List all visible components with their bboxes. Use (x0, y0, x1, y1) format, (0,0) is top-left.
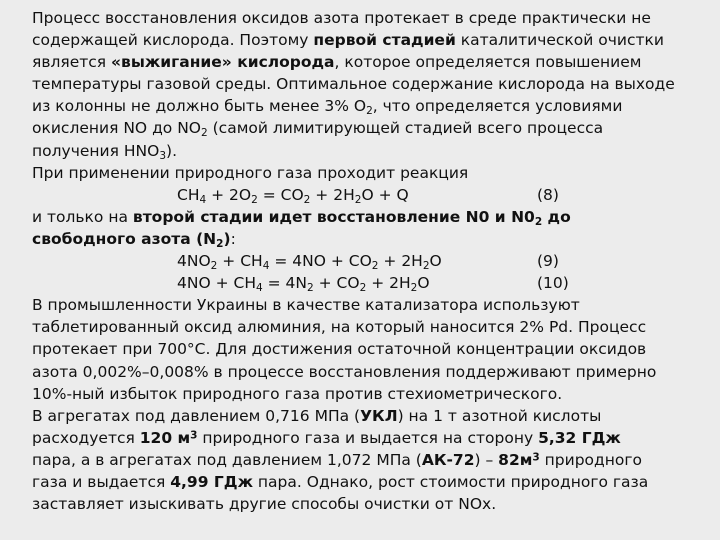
equation-formula: $CH_4 + 2O_2 = CO_2 + 2H_2O + Q$ (177, 185, 409, 206)
text-line (32, 228, 708, 250)
text-span: содержащей кислорода. Поэтому (32, 31, 314, 50)
text-line (32, 294, 708, 316)
text-line (32, 117, 708, 139)
bold-text: $82м^3$ (498, 450, 540, 469)
text-span: является (32, 53, 112, 72)
text-span: из колонны не должно быть менее 3% О (32, 97, 367, 116)
text-span: (самой лимитирующей стадией всего процесса (207, 119, 604, 138)
subscript: 2 (201, 127, 208, 140)
text-span: ). (166, 141, 177, 160)
text-span: В агрегатах под давлением 0,716 МПа ( (32, 406, 361, 425)
text-line (32, 140, 708, 162)
bold-text: 120 $м^3$ (139, 428, 198, 447)
bold-text: свободного азота $(N_2)$ (32, 229, 231, 251)
text-span: ) на 1 т азотной кислоты (397, 406, 602, 425)
text-span: таблетированный оксид алюминия, на который наносится 2% Pd. Процесс (32, 318, 647, 337)
text-span: пара, а в агрегатах под давлением 1,072 МПа ( (32, 450, 422, 469)
bold-text: 4,99 ГДж (170, 472, 253, 491)
bold-text: второй стадии идет восстановление N0 и $N0_2$ до (132, 207, 571, 228)
subscript: 2 (366, 105, 373, 118)
text-line (32, 449, 708, 471)
text-line (32, 405, 708, 427)
equation-number: (10) (537, 274, 569, 293)
equation-number: (9) (537, 252, 559, 271)
text-span: азота 0,002%–0,008% в процессе восстановления поддерживают примерно (32, 362, 657, 381)
text-line (32, 383, 708, 405)
text-span: , которое определяется повышением (334, 53, 642, 72)
text-span: В промышленности Украины в качестве катализатора используют (32, 296, 580, 315)
text-line (32, 162, 708, 184)
text-span: расходуется (32, 428, 140, 447)
text-span: , что определяется условиями (372, 97, 623, 116)
text-span: При применении природного газа проходит реакция (32, 163, 469, 182)
text-span: заставляет изыскивать другие способы очистки от NOx. (32, 495, 497, 514)
equation-number: (8) (537, 185, 559, 204)
text-line (32, 206, 708, 228)
text-span: каталитической очистки (455, 31, 664, 50)
text-line (32, 316, 708, 338)
bold-text: УКЛ (360, 406, 398, 425)
subscript: 3 (159, 149, 167, 162)
text-span: газа и выдается (32, 472, 171, 491)
text-span: природного (539, 450, 642, 469)
bold-text: АК-72 (421, 450, 475, 469)
text-line (32, 493, 708, 515)
equation-10 (32, 272, 708, 294)
text-line (32, 51, 708, 73)
equation-8 (32, 184, 708, 206)
text-span: протекает при 700°С. Для достижения остаточной концентрации оксидов (32, 340, 647, 359)
text-line (32, 29, 708, 51)
bold-text: 5,32 ГДж (538, 428, 621, 447)
equation-formula: $4NO + CH_4 = 4N_2 + CO_2 + 2H_2O$ (177, 274, 430, 295)
text-line (32, 427, 708, 449)
text-span: и только на (32, 207, 133, 226)
bold-text: первой стадией (313, 31, 456, 50)
equation-formula: $4NO_2 + CH_4 = 4NO + CO_2 + 2H_2O$ (177, 252, 442, 273)
text-span: 10%-ный избыток природного газа против стехиометрического. (32, 384, 563, 403)
text-span: Процесс восстановления оксидов азота протекает в среде практически не (32, 9, 651, 27)
text-line (32, 95, 708, 117)
text-span: окисления NO до NO (32, 119, 201, 138)
text-line (32, 73, 708, 95)
text-span: температуры газовой среды. Оптимальное содержание кислорода на выходе (32, 75, 675, 94)
text-span: : (230, 229, 236, 248)
bold-text: «выжигание» кислорода (111, 53, 335, 72)
text-line (32, 7, 708, 29)
text-span: получения HNO (32, 141, 160, 160)
text-line (32, 471, 708, 493)
equation-9 (32, 250, 708, 272)
text-span: ) – (474, 450, 499, 469)
text-line (32, 361, 708, 383)
text-line (32, 338, 708, 360)
text-span: пара. Однако, рост стоимости природного газа (253, 472, 649, 491)
text-span: природного газа и выдается на сторону (197, 428, 539, 447)
